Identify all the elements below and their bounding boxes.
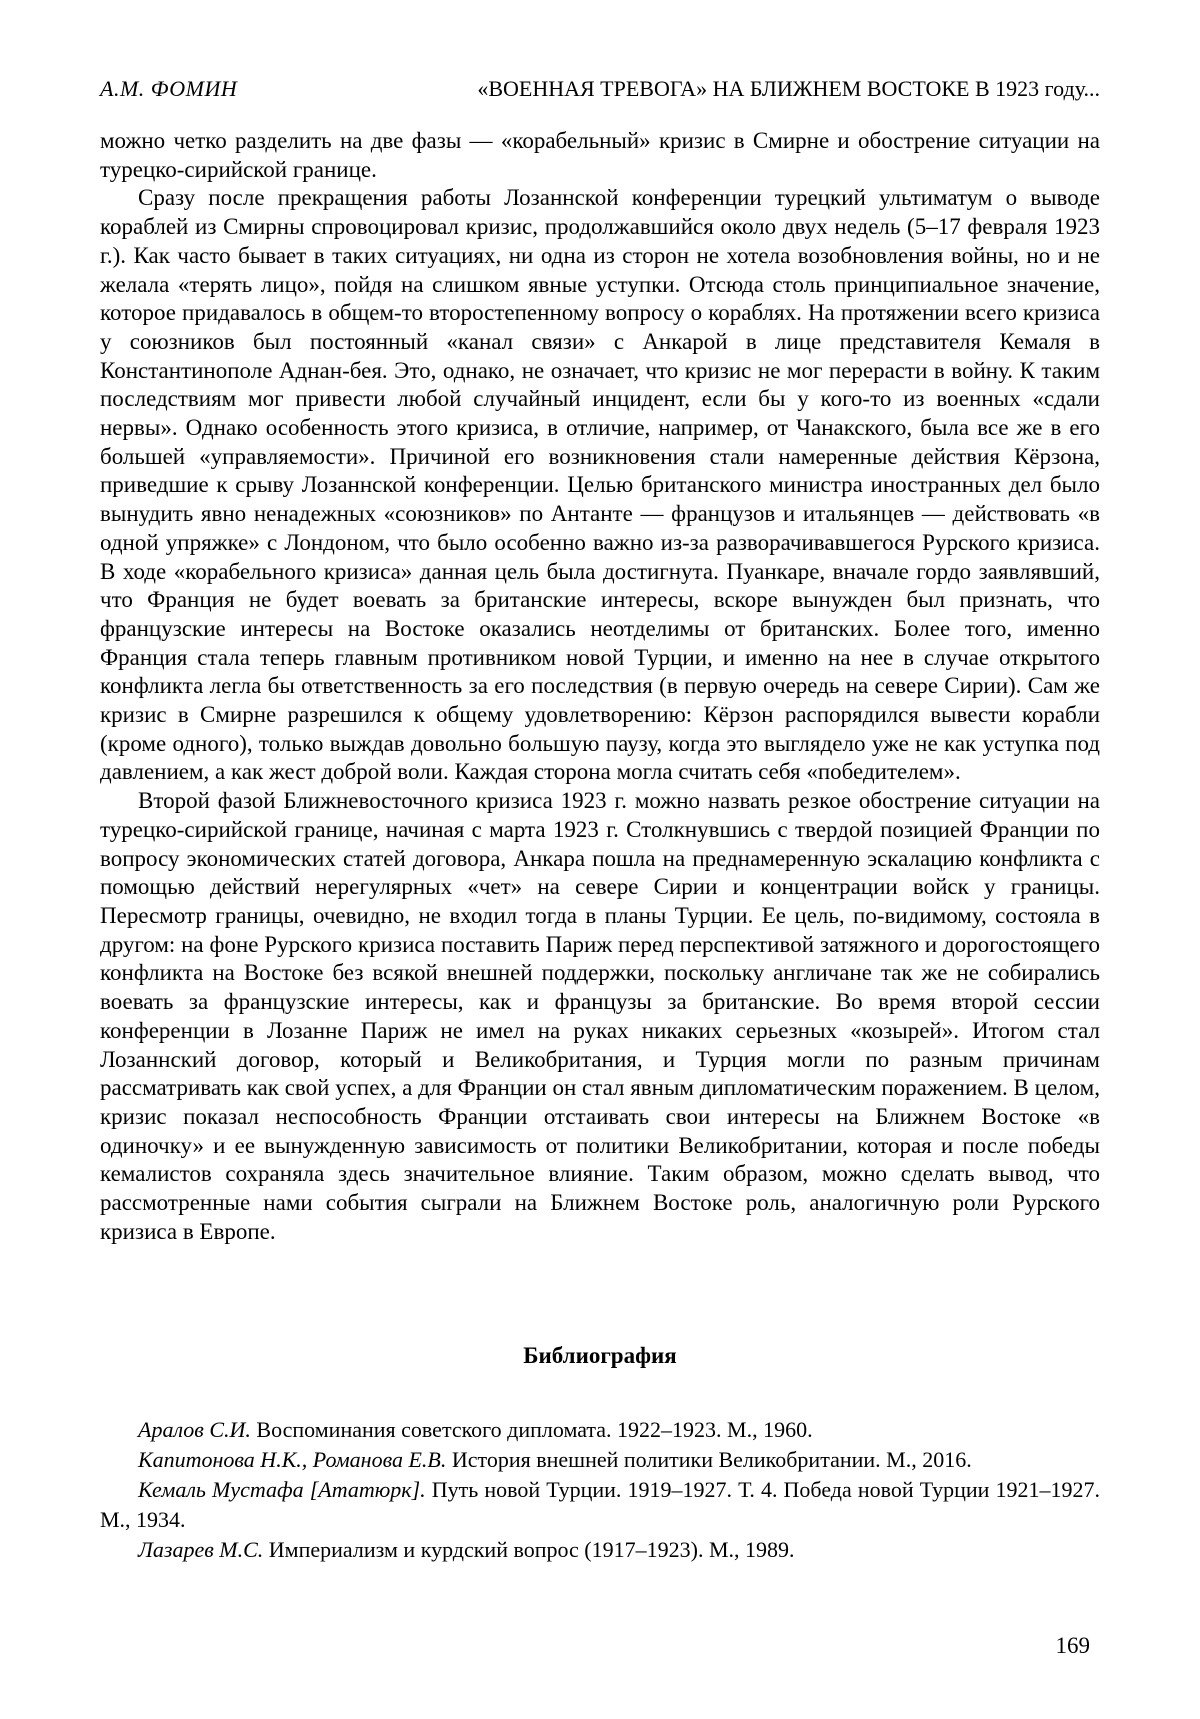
page-number: 169 (1055, 1633, 1090, 1658)
running-header-title: «ВОЕННАЯ ТРЕВОГА» НА БЛИЖНЕМ ВОСТОКЕ В 1923 году... (477, 76, 1100, 101)
running-header (100, 76, 1100, 102)
article-body (100, 127, 1100, 1565)
body-paragraph: Второй фазой Ближневосточного кризиса 1923 г. можно назвать резкое обострение ситуации на турецко-сирийской границе, начиная с марта 1923 г. Столкнувшись с твердой позицией Франции по вопросу экономических статей договора, Анкара пошла на преднамеренную эскалацию конфликта с помощью действий нерегулярных «чет» на севере Сирии и концентрации войск у границы. Пересмотр границы, очевидно, не входил тогда в планы Турции. Ее цель, по-видимому, состояла в другом: на фоне Рурского кризиса поставить Париж перед перспективой затяжного и дорогостоящего конфликта на Востоке без всякой внешней поддержки, поскольку англичане так же не собирались воевать за французские интересы, как и французы за британские. Во время второй сессии конференции в Лозанне Париж не имел на руках никаких серьезных «козырей». Итогом стал Лозаннский договор, который и Великобритания, и Турция могли по разным причинам рассматривать как свой успех, а для Франции он стал явным дипломатическим поражением. В целом, кризис показал неспособность Франции отстаивать свои интересы на Ближнем Востоке «в одиночку» и ее вынужденную зависимость от политики Великобритании, которая и после победы кемалистов сохраняла здесь значительное влияние. Таким образом, можно сделать вывод, что рассмотренные нами события сыграли на Ближнем Востоке роль, аналогичную роли Рурского кризиса в Европе. (100, 788, 1100, 1244)
bibliography-entry-authors: Аралов С.И. (138, 1417, 251, 1443)
bibliography-entry-authors: Кемаль Мустафа [Ататюрк]. (138, 1477, 426, 1503)
bibliography-list (100, 1415, 1100, 1565)
body-paragraph: Сразу после прекращения работы Лозаннской конференции турецкий ультиматум о выводе кораблей из Смирны спровоцировал кризис, продолжавшийся около двух недель (5–17 февраля 1923 г.). Как часто бывает в таких ситуациях, ни одна из сторон не хотела возобновления войны, но и не желала «терять лицо», пойдя на слишком явные уступки. Отсюда столь принципиальное значение, которое придавалось в общем-то второстепенному вопросу о кораблях. На протяжении всего кризиса у союзников был постоянный «канал связи» с Анкарой в лице представителя Кемаля в Константинополе Аднан-бея. Это, однако, не означает, что кризис не мог перерасти в войну. К таким последствиям мог привести любой случайный инцидент, если бы у кого-то из военных «сдали нервы». Однако особенность этого кризиса, в отличие, например, от Чанакского, была все же в его большей «управляемости». Причиной его возникновения стали намеренные действия Кёрзона, приведшие к срыву Лозаннской конференции. Целью британского министра иностранных дел было вынудить явно ненадежных «союзников» по Антанте — французов и итальянцев — действовать «в одной упряжке» с Лондоном, что было особенно важно из-за разворачивавшегося Рурского кризиса. В ходе «корабельного кризиса» данная цель была достигнута. Пуанкаре, вначале гордо заявлявший, что Франция не будет воевать за британские интересы, вскоре вынужден был признать, что французские интересы на Востоке оказались неотделимы от британских. Более того, именно Франция стала теперь главным противником новой Турции, и именно на нее в случае открытого конфликта легла бы ответственность за его последствия (в первую очередь на севере Сирии). Сам же кризис в Смирне разрешился к общему удовлетворению: Кёрзон распорядился вывести корабли (кроме одного), только выждав довольно большую паузу, когда это выглядело уже не как уступка под давлением, а как жест доброй воли. Каждая сторона могла считать себя «победителем». (100, 185, 1100, 785)
bibliography-heading: Библиография (523, 1343, 677, 1369)
bibliography-entry-authors: Лазарев М.С. (138, 1537, 264, 1563)
bibliography-entry-text: Воспоминания советского дипломата. 1922–1923. М., 1960. (250, 1417, 813, 1443)
bibliography-entry-text: История внешней политики Великобритании. М., 2016. (446, 1447, 972, 1473)
bibliography-entry-authors: Капитонова Н.К., Романова Е.В. (138, 1447, 447, 1473)
bibliography-entry (100, 1445, 1100, 1475)
page-content (100, 76, 1100, 1565)
bibliography-entry-text: Империализм и курдский вопрос (1917–1923). М., 1989. (263, 1537, 795, 1563)
bibliography-entry (100, 1535, 1100, 1565)
running-header-author: А.М. ФОМИН (100, 76, 238, 101)
bibliography-entry (100, 1475, 1100, 1535)
bibliography-entry (100, 1415, 1100, 1445)
bibliography-entry-text: Путь новой Турции. 1919–1927. Т. 4. Победа новой Турции 1921–1927. М., 1934. (100, 1477, 1100, 1533)
body-paragraph-continuation: можно четко разделить на две фазы — «корабельный» кризис в Смирне и обострение ситуации на турецко-сирийской границе. (100, 128, 1100, 182)
